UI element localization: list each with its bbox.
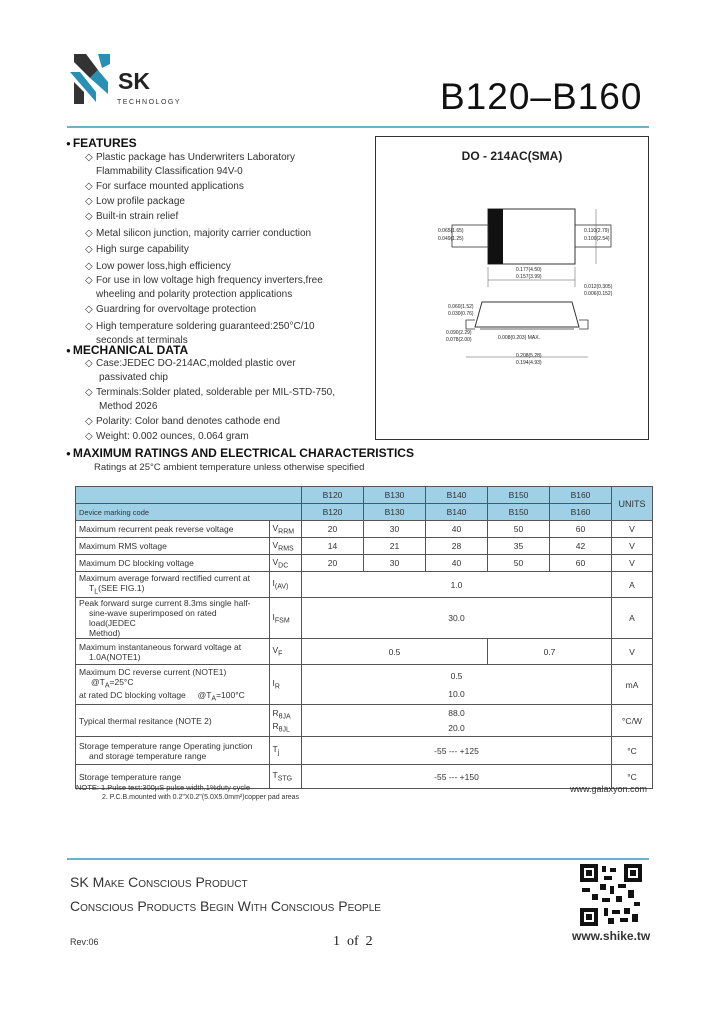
dim-label: 0.065(1.65): [438, 228, 464, 234]
note-2: 2. P.C.B.mounted with 0.2"X0.2"(5.0X5.0mm²)copper pad areas: [102, 794, 300, 801]
model-header: B140: [426, 487, 488, 504]
feature-item: ◇ For surface mounted applications: [85, 181, 244, 192]
features-list: [85, 151, 370, 348]
model-header: B150: [488, 487, 550, 504]
revision: Rev:06: [70, 937, 99, 947]
marking-label: Device marking code: [76, 504, 302, 521]
feature-item: ◇ Built-in strain relief: [85, 211, 179, 222]
package-box: [375, 136, 649, 440]
dim-label: 0.012(0.305): [584, 284, 613, 290]
units-header: UNITS: [612, 487, 653, 521]
dim-label: 0.090(2.29): [446, 330, 472, 336]
mechanical-item: ◇ Terminals:Solder plated, solderable per MIL-STD-750,: [85, 387, 335, 398]
brand-sub: TECHNOLOGY: [117, 99, 182, 106]
table-row: Peak forward surge current 8.3ms single half- sine-wave superimposed on rated load(JEDEC Method) $I_{FSM}$ 30.0 A: [76, 598, 653, 639]
dim-label: 0.008(0.203) MAX.: [498, 335, 540, 341]
table-header-row: [76, 487, 653, 504]
feature-item: ◇ For use in low voltage high frequency inverters,free: [85, 275, 323, 286]
feature-item: wheeling and polarity protection applications: [96, 289, 293, 300]
table-row: Maximum recurrent peak reverse voltage $V_{RRM}$ 20 30 40 50 60 V: [76, 521, 653, 538]
qr-code-icon: [580, 864, 642, 926]
feature-item: ◇ Low profile package: [85, 196, 185, 207]
model-header: B120: [302, 487, 364, 504]
dim-label: 0.006(0.152): [584, 291, 613, 297]
feature-item: ◇ High surge capability: [85, 244, 189, 255]
feature-item: ◇ Guardring for overvoltage protection: [85, 304, 257, 315]
dim-label: 0.100(2.54): [584, 236, 610, 242]
feature-item: ◇ High temperature soldering guaranteed:250°C/10: [85, 321, 315, 332]
mechanical-item: ◇ Polarity: Color band denotes cathode end: [85, 416, 281, 427]
dim-label: 0.194(4.93): [516, 360, 542, 366]
mechanical-item: passivated chip: [99, 372, 168, 383]
characteristics-table: [75, 486, 653, 789]
dim-label: 0.208(5.28): [516, 353, 542, 359]
ratings-heading: ● MAXIMUM RATINGS AND ELECTRICAL CHARACTERISTICS: [66, 446, 414, 460]
page-number: 1 of 2: [333, 934, 373, 949]
dim-label: 0.078(2.00): [446, 337, 472, 343]
mechanical-heading: ● MECHANICAL DATA: [66, 343, 188, 357]
mechanical-item: ◇ Weight: 0.002 ounces, 0.064 gram: [85, 431, 249, 442]
header-divider: [67, 126, 649, 128]
ratings-subheading: Ratings at 25°C ambient temperature unless otherwise specified: [94, 462, 365, 473]
dim-label: 0.030(0.76): [448, 311, 474, 317]
features-heading: ● FEATURES: [66, 136, 137, 150]
mechanical-list: [85, 357, 370, 444]
footer-slogan-1: SK Make Conscious Product: [70, 874, 248, 890]
feature-item: ◇ Low power loss,high efficiency: [85, 261, 231, 272]
dim-label: 0.110(2.79): [584, 228, 610, 234]
mechanical-item: Method 2026: [99, 401, 158, 412]
table-row: Storage temperature range $T_{STG}$ -55 --- +150 °C: [76, 765, 653, 789]
table-row: Maximum DC reverse current (NOTE1) $@T_A=25^\circ C$ at rated DC blocking voltage $@T_A=100^\circ C$ $I_R$ 0.5 10.0 mA: [76, 665, 653, 705]
note-1: NOTE: 1.Pulse test:300µS pulse width,1%duty cycle: [76, 783, 250, 792]
dim-label: 0.177(4.50): [516, 267, 542, 273]
table-row: Maximum instantaneous forward voltage at 1.0A(NOTE1) $V_F$ 0.5 0.7 V: [76, 639, 653, 665]
mechanical-item: ◇ Case:JEDEC DO-214AC,molded plastic over: [85, 358, 296, 369]
package-title: DO - 214AC(SMA): [461, 149, 563, 163]
footer-divider: [67, 858, 649, 860]
feature-item: ◇ Metal silicon junction, majority carrier conduction: [85, 228, 312, 239]
footer-site: www.shike.tw: [572, 929, 651, 943]
feature-item: seconds at terminals: [96, 335, 188, 346]
brand-name: SK: [118, 68, 150, 94]
notes-site: www.galaxyon.com: [570, 784, 648, 794]
table-row: Maximum DC blocking voltage $V_{DC}$ 20 30 40 50 60 V: [76, 555, 653, 572]
model-header: B130: [364, 487, 426, 504]
dim-label: 0.157(3.99): [516, 274, 542, 280]
feature-item: ◇ Plastic package has Underwriters Laboratory: [85, 152, 295, 163]
feature-item: Flammability Classification 94V-0: [96, 166, 243, 177]
table-row: Maximum RMS voltage $V_{RMS}$ 14 21 28 35 42 V: [76, 538, 653, 555]
table-row: Storage temperature range Operating junction and storage temperature range $T_j$ -55 --- +125 °C: [76, 737, 653, 765]
table-row: Device marking code B120 B130 B140 B150 B160: [76, 504, 653, 521]
model-header: B160: [550, 487, 612, 504]
table-row: Maximum average forward rectified current at $T_L(SEE$ FIG.1) $I_{(AV)}$ 1.0 A: [76, 572, 653, 598]
logo-icon: [68, 48, 114, 108]
footer-slogan-2: Conscious Products Begin With Conscious People: [70, 898, 381, 914]
part-title: B120–B160: [440, 76, 643, 117]
dim-label: 0.049(1.25): [438, 236, 464, 242]
table-row: Typical thermal resitance (NOTE 2) $R_{\theta JA}$ $R_{\theta JL}$ 88.0 20.0 °C/W: [76, 705, 653, 737]
dim-label: 0.060(1.52): [448, 304, 474, 310]
